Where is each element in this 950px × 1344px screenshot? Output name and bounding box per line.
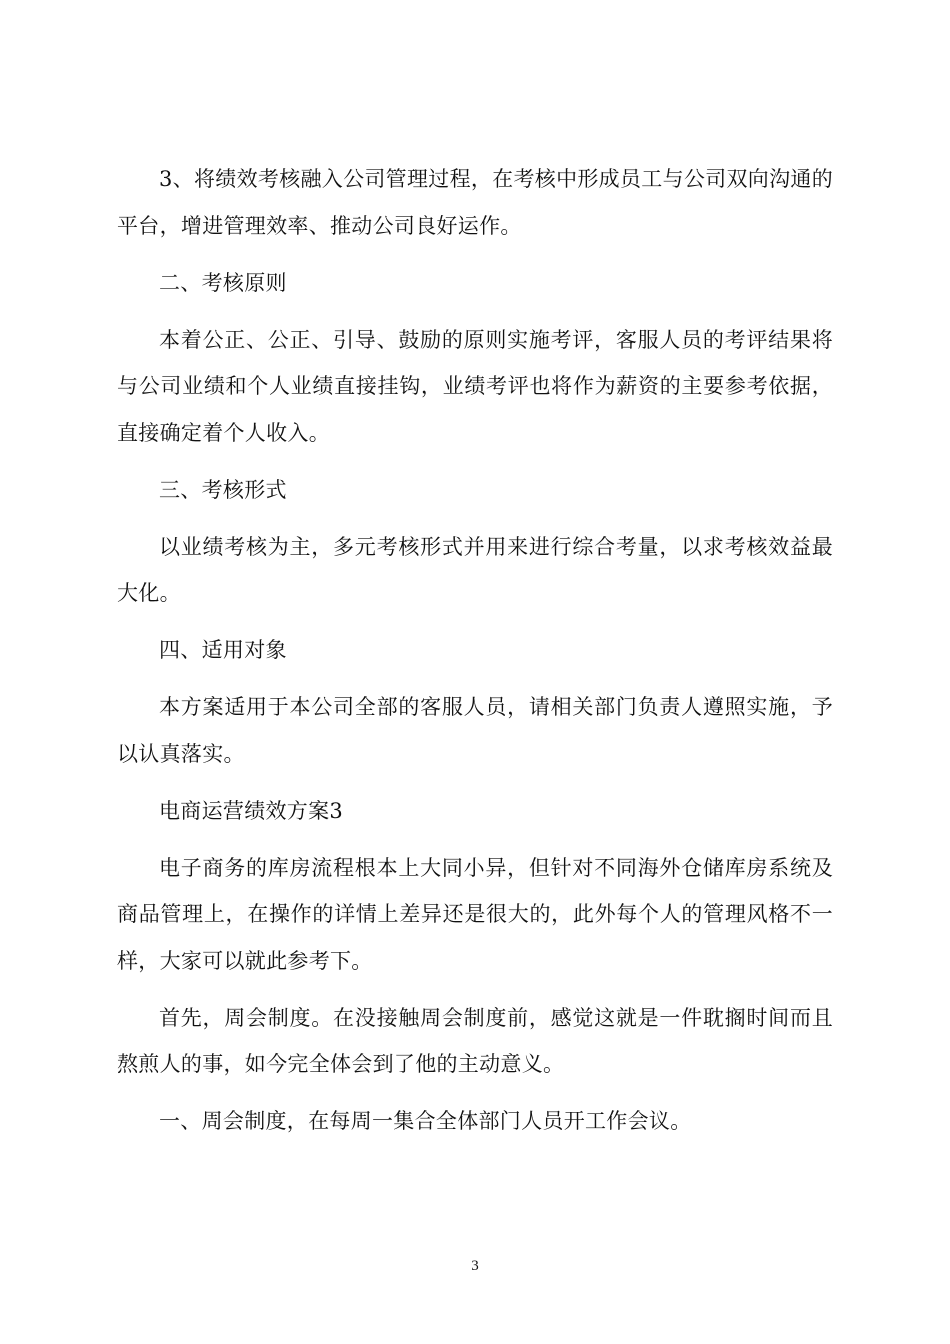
paragraph-form: 以业绩考核为主，多元考核形式并用来进行综合考量，以求考核效益最大化。	[117, 534, 833, 605]
paragraph-weekly-meeting-rule: 一、周会制度，在每周一集合全体部门人员开工作会议。	[159, 1109, 692, 1133]
paragraph-principles: 本着公正、公正、引导、鼓励的原则实施考评，客服人员的考评结果将与公司业绩和个人业绩直接挂钩，业绩考评也将作为薪资的主要参考依据，直接确定着个人收入。	[117, 327, 833, 445]
section-heading-principles: 二、考核原则	[159, 270, 287, 295]
page-number: 3	[471, 1258, 479, 1274]
paragraph-scope: 本方案适用于本公司全部的客服人员，请相关部门负责人遵照实施，予以认真落实。	[117, 695, 833, 766]
document-body	[117, 156, 833, 1155]
section-heading-form: 三、考核形式	[159, 477, 287, 502]
paragraph-weekly-meeting-intro: 首先，周会制度。在没接触周会制度前，感觉这就是一件耽搁时间而且熬煎人的事，如今完全体会到了他的主动意义。	[117, 1005, 833, 1076]
paragraph-goal-3: 3、将绩效考核融入公司管理过程，在考核中形成员工与公司双向沟通的平台，增进管理效率、推动公司良好运作。	[117, 167, 833, 238]
paragraph-warehouse-intro: 电子商务的库房流程根本上大同小异，但针对不同海外仓储库房系统及商品管理上，在操作的详情上差异还是很大的，此外每个人的管理风格不一样，大家可以就此参考下。	[117, 855, 833, 973]
document-subtitle: 电商运营绩效方案3	[159, 798, 344, 823]
section-heading-scope: 四、适用对象	[159, 638, 287, 662]
